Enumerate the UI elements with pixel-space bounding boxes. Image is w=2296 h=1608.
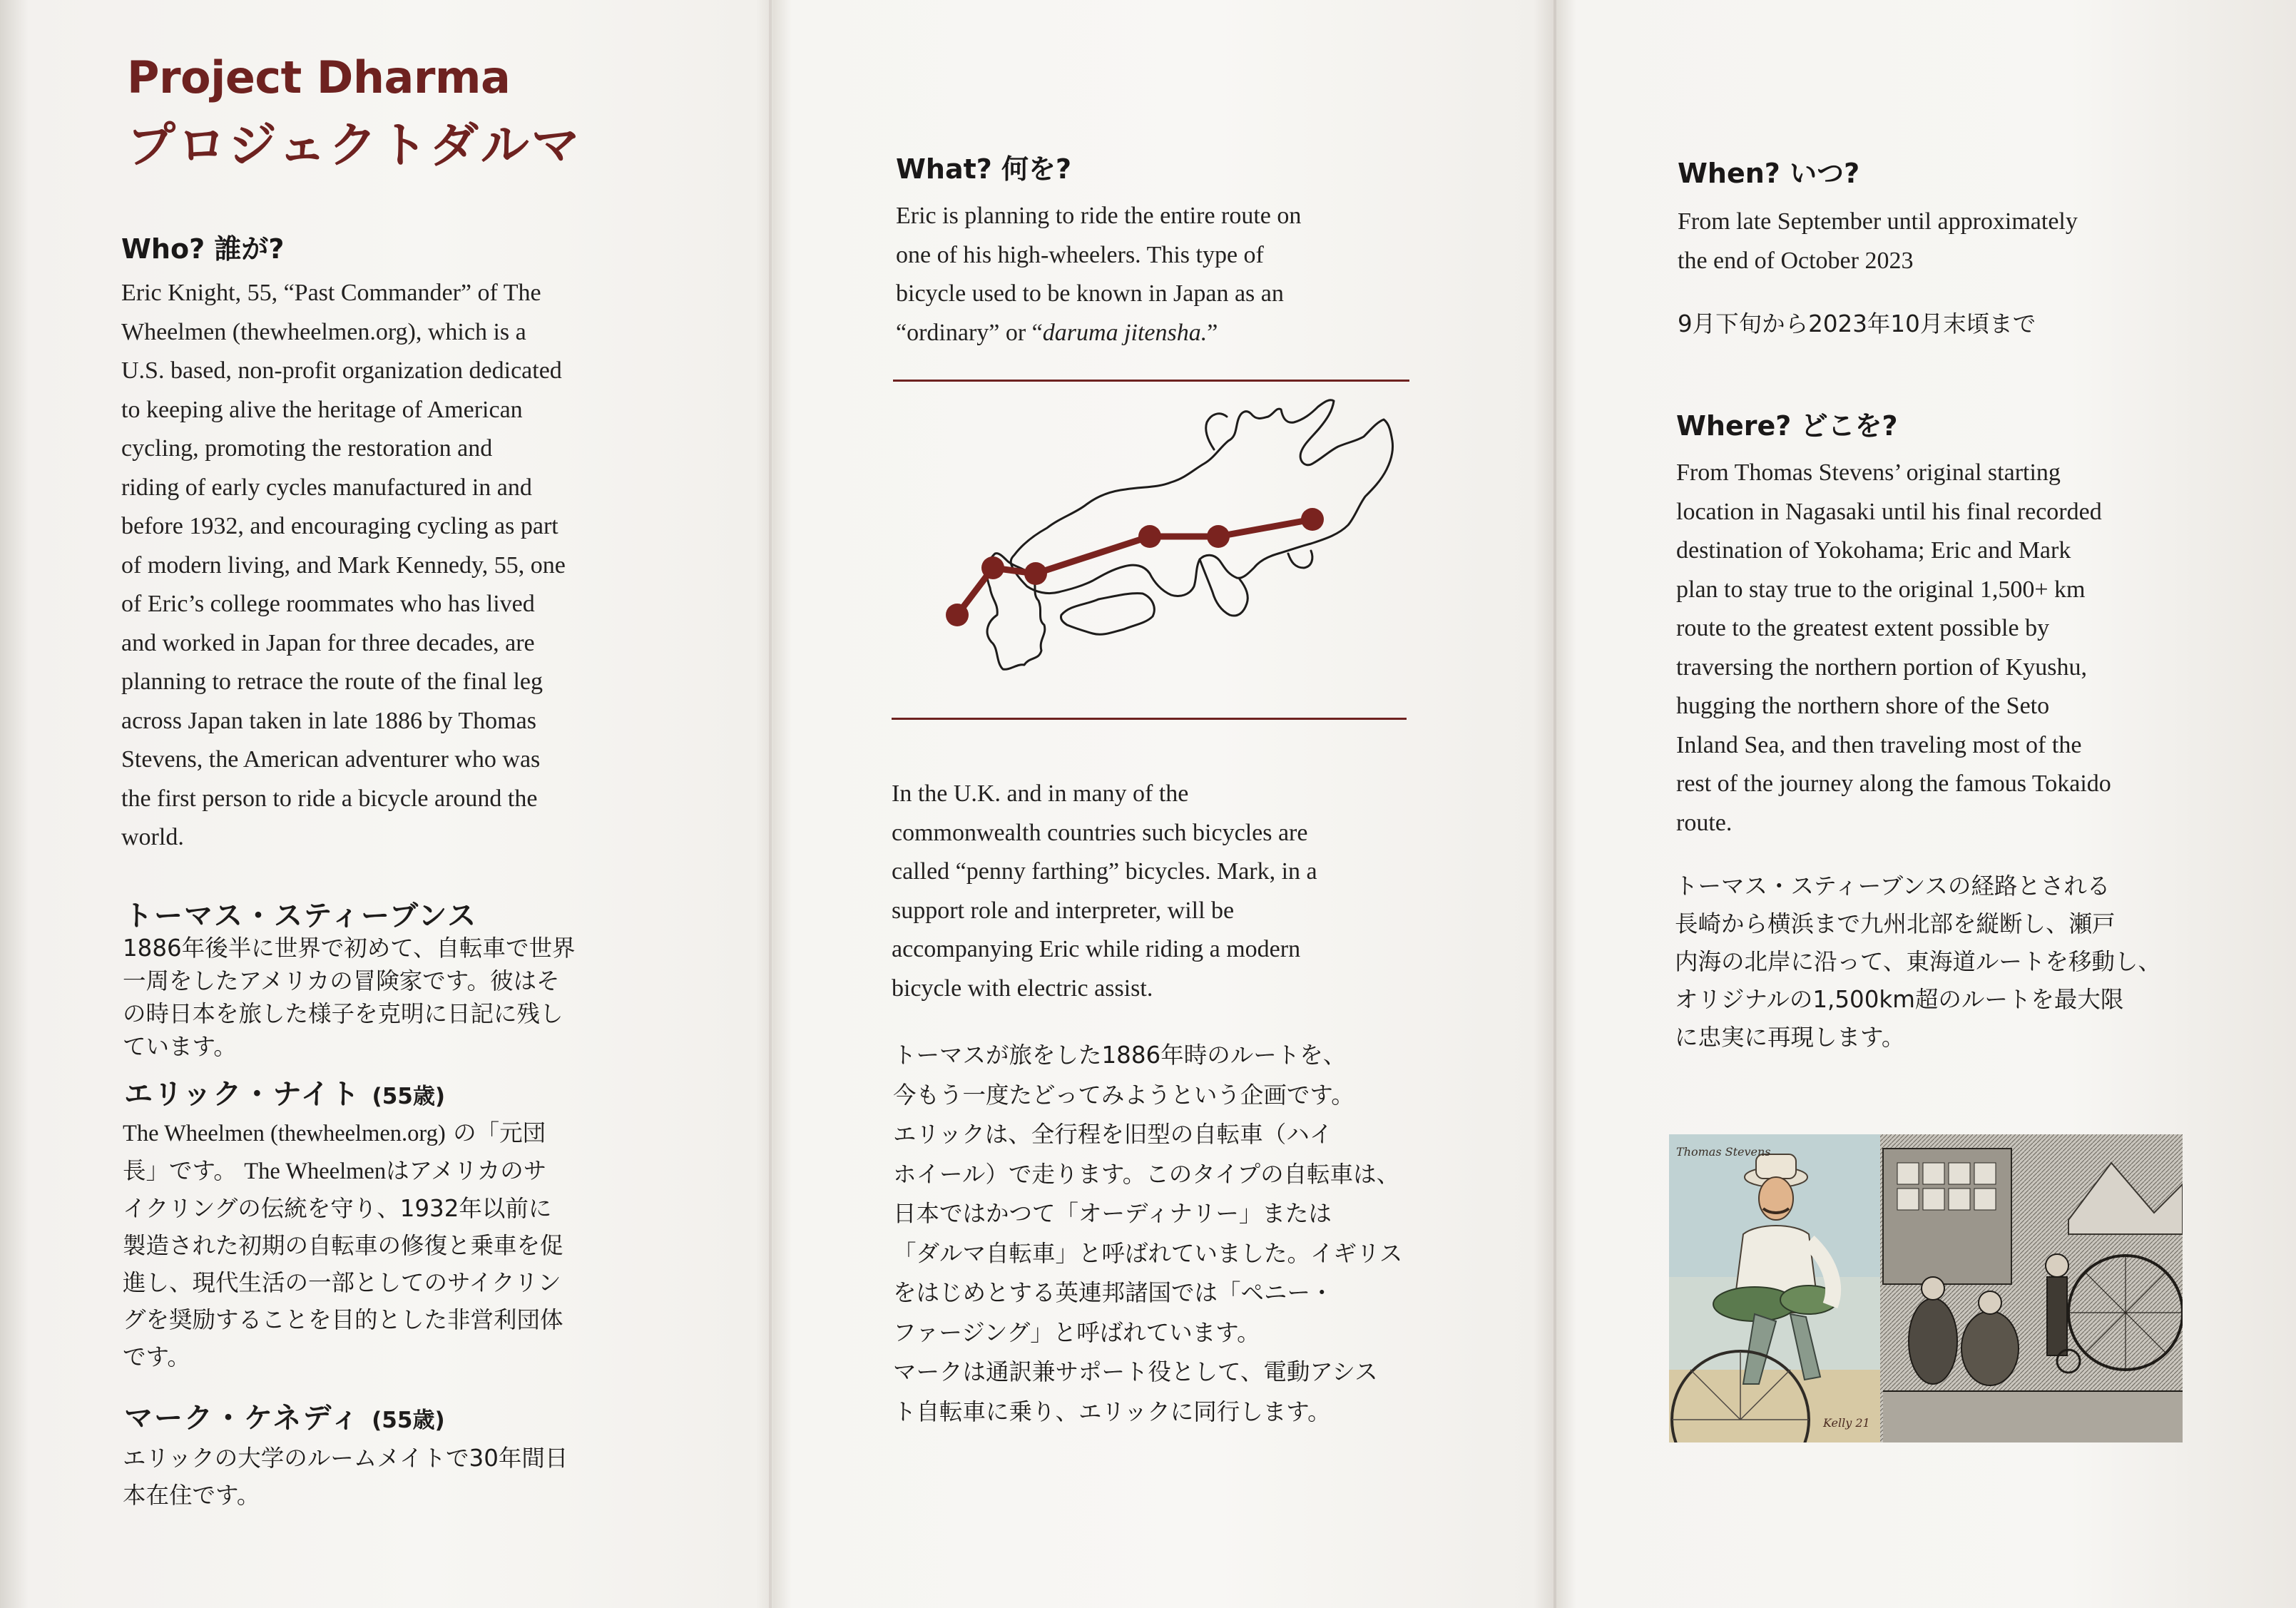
eric-body-jp [123, 1114, 665, 1375]
text-line: ファージング」と呼ばれています。 [893, 1318, 1260, 1346]
portrait-signature: Thomas Stevens [1676, 1145, 1771, 1159]
thomas-stevens-illustration [1669, 1134, 2183, 1442]
wheelmen-text: The Wheelmen (thewheelmen.org) [123, 1121, 446, 1146]
where-body [1676, 454, 2204, 843]
text-line: Eric Knight, 55, “Past Commander” of The [121, 280, 541, 306]
eric-heading-jp [124, 1072, 445, 1112]
text-line: support role and interpreter, will be [892, 897, 1235, 924]
text-line: one of his high-wheelers. This type of [896, 241, 1264, 268]
text-line: location in Nagasaki until his final recorded [1676, 498, 2102, 525]
text-fragment: はアメリカのサ [386, 1157, 547, 1184]
text-line: をはじめとする英連邦諸国では「ペニー・ [893, 1279, 1334, 1306]
text-line: of modern living, and Mark Kennedy, 55, one [121, 551, 566, 579]
text-line: bicycle with electric assist. [892, 975, 1153, 1002]
text-line: route to the greatest extent possible by [1676, 615, 2050, 641]
title-jp: プロジェクトダルマ [127, 118, 582, 174]
text-line: イクリングの伝統を守り、1932年以前に [123, 1195, 552, 1222]
route-stop [1301, 508, 1324, 531]
text-line: トーマス・スティーブンスの経路とされる [1675, 872, 2111, 900]
when-body [1678, 203, 2205, 280]
ise-bay-outline [1288, 551, 1312, 568]
title-en: Project Dharma [127, 51, 511, 103]
fold-line [1553, 0, 1556, 1608]
when-body-jp: 9月下旬から2023年10月末頃まで [1678, 310, 2036, 337]
text-line: に忠実に再現します。 [1675, 1024, 1905, 1051]
text-line: the first person to ride a bicycle around the [121, 785, 538, 812]
text-line: 長崎から横浜まで九州北部を縦断し、瀬戸 [1675, 910, 2116, 937]
text-fragment: ” [1207, 319, 1218, 346]
text-line [123, 1114, 665, 1152]
text-line: エリックの大学のルームメイトで30年間日 [123, 1445, 568, 1472]
stevens-heading-jp: トーマス・スティーブンス [124, 900, 478, 932]
mark-heading-jp [124, 1395, 445, 1436]
text-line: bicycle used to be known in Japan as an [896, 280, 1284, 307]
portrait-image [1669, 1134, 1880, 1442]
where-body-jp [1675, 867, 2203, 1057]
who-heading: Who? 誰が? [121, 233, 285, 265]
route-stop [981, 556, 1004, 579]
text-line: riding of early cycles manufactured in and [121, 474, 532, 501]
text-line: rest of the journey along the famous Tokaido [1676, 770, 2111, 797]
text-fragment: “ordinary” or “ [896, 319, 1043, 346]
text-line: グを奨励することを目的とした非営利団体 [123, 1306, 563, 1333]
divider-bottom [892, 718, 1407, 720]
text-line: route. [1676, 809, 1733, 836]
where-heading: Where? どこを? [1676, 410, 1898, 442]
text-line: Stevens, the American adventurer who was [121, 746, 541, 773]
text-line: マークは通訳兼サポート役として、電動アシス [893, 1358, 1378, 1385]
panel-left [121, 0, 663, 1608]
text-line: commonwealth countries such bicycles are [892, 819, 1308, 846]
fold-line [769, 0, 772, 1608]
what-body-jp [893, 1036, 1449, 1432]
mark-age-jp: (55歳) [372, 1408, 445, 1433]
text-line: 一周をしたアメリカの冒険家です。彼はそ [123, 967, 560, 994]
artist-signature: Kelly 21 [1823, 1416, 1870, 1430]
text-line: 本在住です。 [123, 1482, 260, 1509]
text-line: 1886年後半に世界で初めて、自転車で世界 [123, 935, 576, 962]
text-line: 今もう一度たどってみようという企画です。 [893, 1081, 1354, 1109]
eric-name-jp: エリック・ナイト [124, 1078, 361, 1111]
what-body [896, 197, 1438, 352]
text-line: U.S. based, non-profit organization dedicated [121, 357, 562, 384]
text-line: ています。 [123, 1033, 237, 1060]
text-line: before 1932, and encouraging cycling as part [121, 513, 558, 539]
daruma-jitensha-text: daruma jitensha. [1042, 319, 1208, 346]
text-line: オリジナルの1,500km超のルートを最大限 [1675, 986, 2124, 1013]
text-line: Inland Sea, and then traveling most of the [1676, 731, 2082, 758]
text-line: across Japan taken in late 1886 by Thomas [121, 707, 536, 734]
text-line: 内海の北岸に沿って、東海道ルートを移動し、 [1675, 948, 2161, 975]
text-line: 日本ではかつて「オーディナリー」または [893, 1200, 1332, 1227]
wheelmen-text: The Wheelmen [244, 1159, 387, 1184]
shikoku-outline [1061, 594, 1154, 635]
mark-body-jp [123, 1440, 665, 1514]
text-line: From late September until approximately [1678, 208, 2078, 235]
text-line: accompanying Eric while riding a modern [892, 936, 1301, 962]
text-line: の時日本を旅した様子を克明に日記に残し [123, 1000, 563, 1027]
text-line [896, 314, 1438, 353]
text-line: ト自転車に乗り、エリックに同行します。 [893, 1398, 1331, 1425]
japan-route-map [892, 385, 1434, 721]
text-line: of Eric’s college roommates who has lived [121, 591, 535, 617]
text-line: called “penny farthing” bicycles. Mark, in a [892, 858, 1317, 885]
text-line: 製造された初期の自転車の修復と乗車を促 [123, 1232, 563, 1259]
text-line: ホイール）で走ります。このタイプの自転車は、 [893, 1160, 1400, 1188]
text-line: cycling, promoting the restoration and [121, 435, 493, 462]
when-heading: When? いつ? [1678, 158, 1860, 189]
engraving-image [1880, 1134, 2183, 1442]
text-line: です。 [123, 1343, 190, 1370]
text-line: traversing the northern portion of Kyushu, [1676, 653, 2087, 681]
text-line: 進し、現代生活の一部としてのサイクリン [123, 1269, 561, 1296]
text-line: and worked in Japan for three decades, are [121, 629, 535, 656]
eric-age-jp: (55歳) [372, 1084, 446, 1109]
route-stop [1207, 525, 1230, 548]
text-line: Wheelmen (thewheelmen.org), which is a [121, 318, 526, 345]
text-line: hugging the northern shore of the Seto [1676, 693, 2050, 719]
route-line [957, 519, 1312, 615]
route [946, 508, 1324, 626]
text-line: From Thomas Stevens’ original starting [1676, 459, 2061, 486]
bicycles-body [892, 775, 1434, 1008]
text-line: plan to stay true to the original 1,500+ km [1676, 576, 2086, 603]
mark-name-jp: マーク・ケネディ [124, 1402, 361, 1435]
text-line: 「ダルマ自転車」と呼ばれていました。イギリス [893, 1239, 1403, 1267]
text-line: In the U.K. and in many of the [892, 780, 1189, 807]
route-stop [1138, 525, 1161, 548]
text-line: トーマスが旅をした1886年時のルートを、 [893, 1042, 1347, 1069]
text-fragment: の「元団 [453, 1119, 546, 1146]
text-line: planning to retrace the route of the final leg [121, 668, 543, 695]
text-fragment: 長」です。 [123, 1157, 237, 1184]
stevens-body-jp [123, 932, 665, 1063]
text-line: to keeping alive the heritage of American [121, 396, 523, 423]
route-stop [1024, 562, 1047, 585]
text-line: world. [121, 824, 184, 850]
text-line [123, 1152, 665, 1190]
divider-top [893, 380, 1409, 382]
text-line: destination of Yokohama; Eric and Mark [1676, 537, 2071, 564]
text-line: Eric is planning to ride the entire route on [896, 203, 1302, 229]
text-line: the end of October 2023 [1678, 247, 1914, 274]
text-line: エリックは、全行程を旧型の自転車（ハイ [893, 1121, 1333, 1148]
what-heading: What? 何を? [896, 153, 1072, 185]
route-stop [946, 604, 969, 626]
panel-middle [892, 0, 1434, 1608]
who-body [121, 274, 663, 858]
